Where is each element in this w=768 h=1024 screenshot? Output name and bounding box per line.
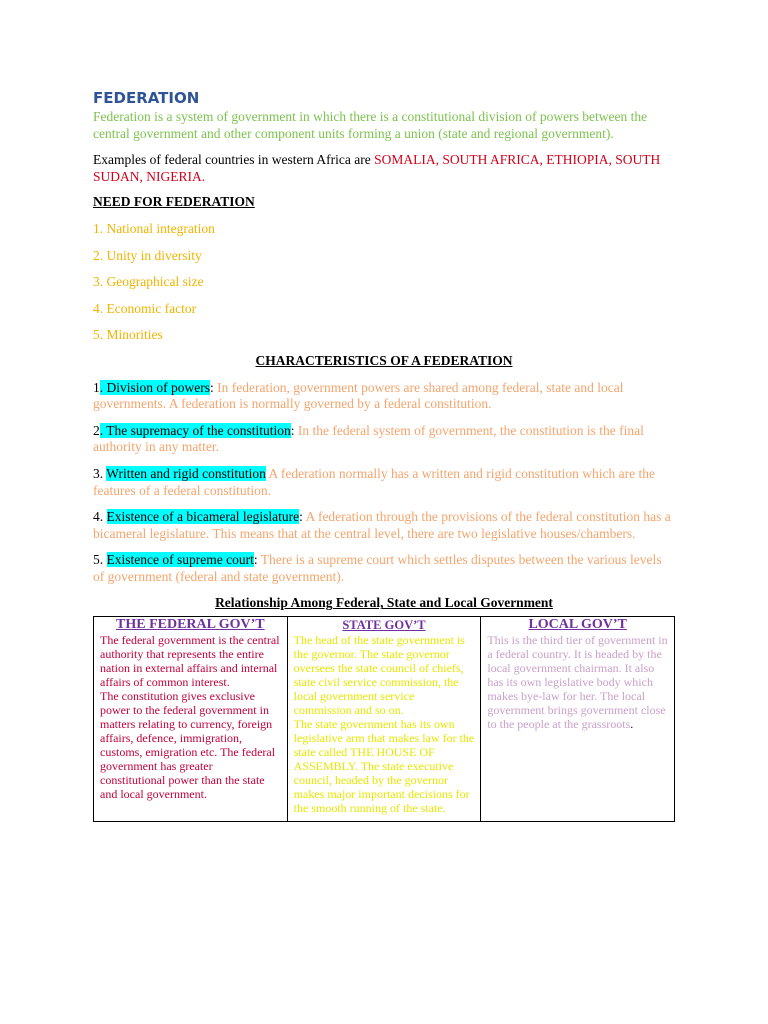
- intro-paragraph: Federation is a system of government in which there is a constitutional division of powers between the central government and other component units forming a union (state and regional government).: [93, 109, 648, 141]
- examples-prefix: Examples of federal countries in western Africa are: [93, 152, 375, 168]
- state-cell: [287, 617, 481, 822]
- need-heading: NEED FOR FEDERATION: [93, 194, 255, 210]
- need-item: 3. Geographical size: [93, 274, 204, 290]
- characteristic-description: In federation, government powers are shared among federal, state and local governments. A federation is normally governed by a federal constitution.: [93, 379, 624, 412]
- characteristic-description: A federation normally has a written and rigid constitution which are the features of a federal constitution.: [93, 465, 655, 498]
- document-page: [93, 88, 675, 822]
- state-text: The head of the state government is the governor. The state governor oversees the state council of chiefs, state civil service commission, the local government service commission and so on.: [293, 633, 465, 718]
- characteristic-item: [93, 552, 675, 585]
- characteristic-item: [93, 423, 675, 456]
- characteristic-item: [93, 466, 675, 499]
- need-item: 2. Unity in diversity: [93, 247, 202, 263]
- need-list: [93, 221, 675, 344]
- examples-paragraph: [93, 152, 675, 185]
- local-cell: [481, 617, 675, 822]
- characteristic-term: . Division of powers: [99, 379, 210, 395]
- characteristic-number: 3.: [93, 465, 107, 481]
- federal-cell: [94, 617, 288, 822]
- characteristic-number: 2: [93, 422, 100, 438]
- characteristic-number: 5.: [93, 552, 107, 568]
- characteristic-term: . The supremacy of the constitution: [99, 422, 291, 438]
- local-text-end: .: [630, 717, 634, 732]
- state-heading: STATE GOV’T: [342, 618, 426, 633]
- federal-heading: THE FEDERAL GOV’T: [116, 617, 265, 633]
- state-text: The state government has its own legislative arm that makes law for the state called THE HOUSE OF ASSEMBLY. The state executive council, headed by the governor makes major important decisions for the smooth running of the state.: [293, 717, 475, 816]
- characteristic-description: A federation through the provisions of the federal constitution has a bicameral legislature. This means that at the central level, there are two legislative houses/chambers.: [93, 509, 671, 541]
- characteristic-term: Existence of a bicameral legislature: [106, 509, 300, 525]
- need-item: 4. Economic factor: [93, 300, 197, 316]
- need-item: 5. Minorities: [93, 327, 163, 343]
- characteristic-item: [93, 380, 675, 413]
- characteristics-list: [93, 380, 675, 586]
- characteristic-description: There is a supreme court which settles disputes between the various levels of government (federal and state government).: [93, 552, 662, 584]
- characteristic-description: In the federal system of government, the constitution is the final authority in any matter.: [93, 422, 644, 455]
- characteristic-separator: :: [299, 509, 303, 525]
- local-heading: LOCAL GOV’T: [528, 617, 627, 633]
- local-text: This is the third tier of government in a federal country. It is headed by the local government chairman. It also has its own legislative body which makes bye-law for her. The local government brings government close to the people at the grassroots: [487, 633, 668, 732]
- characteristic-term: Written and rigid constitution: [106, 465, 266, 481]
- characteristic-number: 1: [93, 379, 100, 395]
- relationship-table: [93, 616, 675, 822]
- need-item: 1. National integration: [93, 220, 215, 236]
- characteristic-separator: :: [210, 379, 214, 395]
- characteristic-separator: :: [290, 422, 295, 438]
- page-title: FEDERATION: [93, 89, 200, 107]
- characteristics-heading: CHARACTERISTICS OF A FEDERATION: [255, 352, 513, 368]
- characteristic-item: [93, 509, 675, 542]
- examples-countries: SOMALIA, SOUTH AFRICA, ETHIOPIA, SOUTH SUDAN, NIGERIA.: [93, 152, 661, 184]
- relationship-heading: Relationship Among Federal, State and Local Government: [215, 595, 553, 611]
- characteristic-term: Existence of supreme court: [106, 552, 254, 568]
- local-text-block: [487, 633, 668, 731]
- table-row: [94, 617, 675, 822]
- federal-text: The federal government is the central authority that represents the entire nation in external affairs and internal affairs of common interest.: [100, 633, 280, 690]
- federal-text: The constitution gives exclusive power to the federal government in matters relating to currency, foreign affairs, defence, immigration, customs, emigration etc. The federal government has greater constitutional power than the state and local government.: [100, 689, 276, 802]
- characteristic-separator: :: [253, 552, 258, 568]
- characteristic-number: 4.: [93, 509, 107, 525]
